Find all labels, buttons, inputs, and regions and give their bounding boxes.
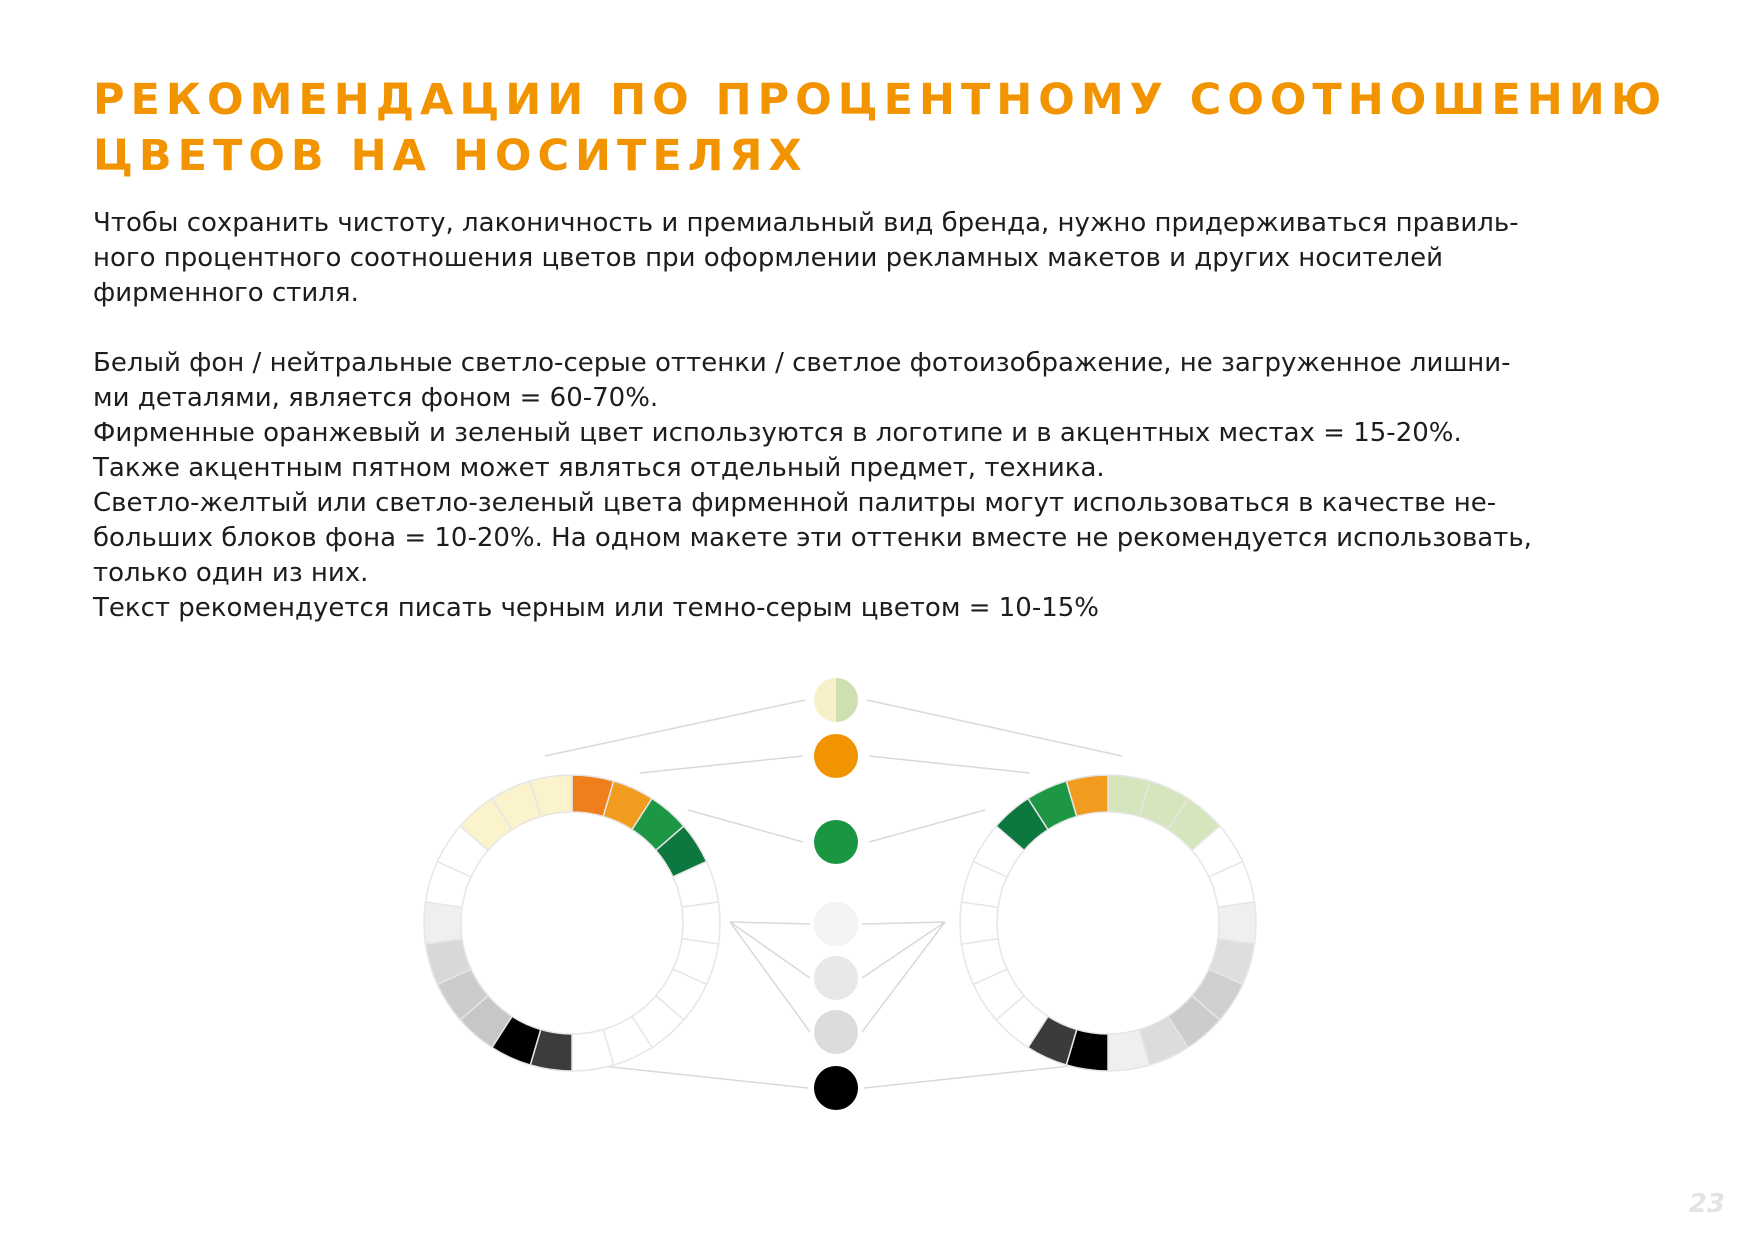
swatch-circle: [814, 820, 858, 864]
paragraph-gap: [93, 311, 1693, 346]
swatch-circle: [814, 734, 858, 778]
rule-line: Светло-желтый или светло-зеленый цвета фирменной палитры могут использоваться в качестве не-: [93, 488, 1497, 518]
rule-line: Текст рекомендуется писать черным или темно-серым цветом = 10-15%: [93, 593, 1100, 623]
wheel-segment: [960, 902, 998, 944]
rule-line: больших блоков фона = 10-20%. На одном макете эти оттенки вместе не рекомендуется использовать,: [93, 523, 1532, 553]
connector-line: [869, 756, 1030, 773]
green-swatch: [814, 820, 858, 864]
swatch-circle: [814, 902, 858, 946]
connector-line: [862, 922, 945, 924]
page-title: [93, 72, 1693, 184]
light-yellow-light-green-swatch: [814, 678, 858, 722]
swatch-circle: [814, 1010, 858, 1054]
page-title-line-1: РЕКОМЕНДАЦИИ ПО ПРОЦЕНТНОМУ СООТНОШЕНИЮ: [93, 75, 1668, 125]
rule-line: Фирменные оранжевый и зеленый цвет используются в логотипе и в акцентных местах = 15-20%.: [93, 418, 1462, 448]
rule-line: Белый фон / нейтральные светло-серые оттенки / светлое фотоизображение, не загруженное лишни-: [93, 348, 1511, 378]
very-light-gray-swatch: [814, 902, 858, 946]
page-number: 23: [1688, 1189, 1725, 1219]
wheel-segment: [1218, 902, 1256, 944]
intro-line: ного процентного соотношения цветов при оформлении рекламных макетов и других носителей: [93, 243, 1444, 273]
swatch-half-right: [836, 678, 858, 722]
connector-line: [640, 756, 803, 773]
connector-line: [602, 1066, 808, 1088]
connector-line: [864, 1066, 1070, 1088]
light-gray-swatch: [814, 956, 858, 1000]
connector-line: [730, 922, 810, 978]
orange-swatch: [814, 734, 858, 778]
intro-line: Чтобы сохранить чистоту, лаконичность и премиальный вид бренда, нужно придерживаться правиль-: [93, 208, 1519, 238]
connector-line: [862, 922, 945, 978]
gray-swatch: [814, 1010, 858, 1054]
black-swatch: [814, 1066, 858, 1110]
connector-line: [545, 700, 805, 756]
connector-line: [730, 922, 810, 924]
intro-line: фирменного стиля.: [93, 278, 359, 308]
color-ratio-diagram: [0, 660, 1755, 1130]
swatch-circle: [814, 1066, 858, 1110]
left-color-wheel: [424, 775, 720, 1071]
wheel-segment: [424, 902, 462, 944]
page-title-line-2: ЦВЕТОВ НА НОСИТЕЛЯХ: [93, 131, 808, 181]
connector-line: [867, 700, 1122, 756]
rule-line: ми деталями, является фоном = 60-70%.: [93, 383, 659, 413]
connector-line: [688, 810, 803, 842]
body-text: [93, 206, 1693, 626]
swatch-circle: [814, 956, 858, 1000]
connector-line: [862, 922, 945, 1032]
connector-line: [730, 922, 810, 1032]
connector-line: [869, 810, 985, 842]
swatch-column: [814, 678, 858, 1110]
rule-line: Также акцентным пятном может являться отдельный предмет, техника.: [93, 453, 1105, 483]
swatch-half-left: [814, 678, 836, 722]
rule-line: только один из них.: [93, 558, 369, 588]
wheel-segment: [682, 902, 720, 944]
right-color-wheel: [960, 775, 1256, 1071]
